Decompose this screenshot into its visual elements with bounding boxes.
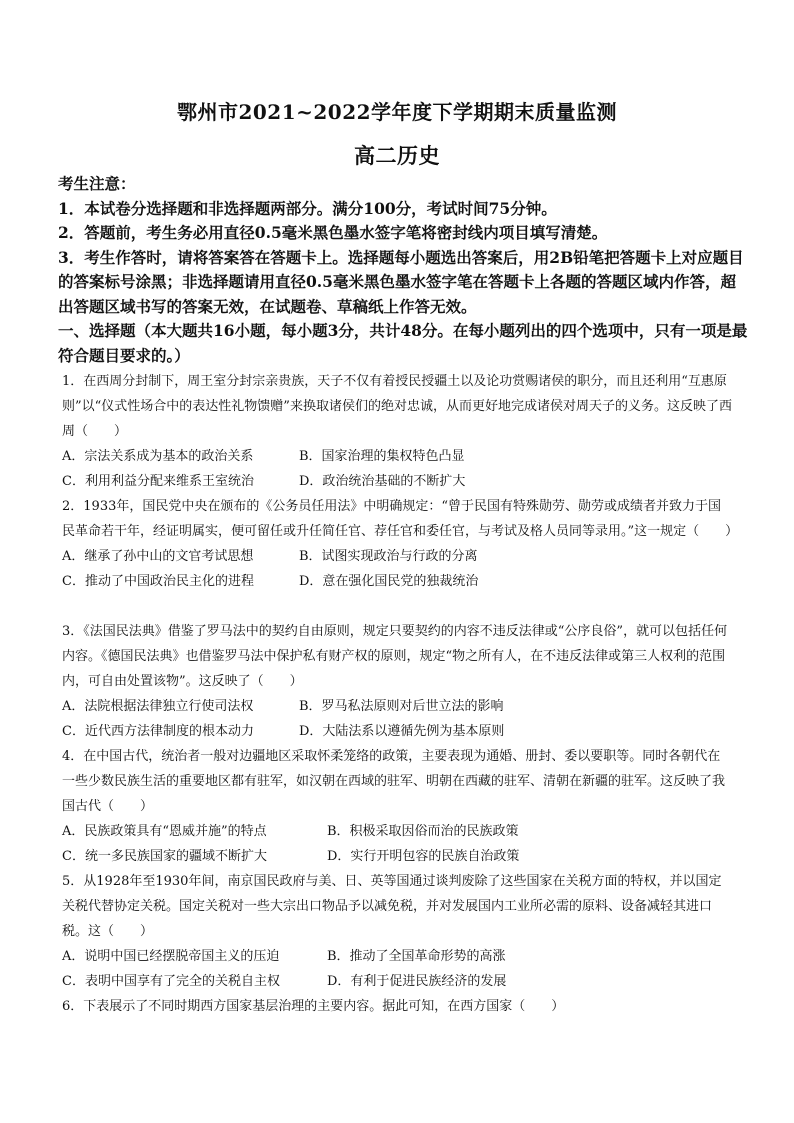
notice-block bbox=[58, 172, 748, 368]
option-c: C．统一多民族国家的疆域不断扩大 bbox=[62, 849, 267, 864]
option-c: C．利用利益分配来维系王室统治 bbox=[62, 474, 254, 489]
question-3 bbox=[62, 619, 732, 744]
option-list bbox=[62, 694, 732, 744]
option-d: D．意在强化国民党的独裁统治 bbox=[299, 574, 479, 589]
question-2 bbox=[62, 494, 739, 594]
question-5 bbox=[62, 869, 732, 994]
option-b: B．罗马私法原则对后世立法的影响 bbox=[299, 699, 504, 714]
exam-title: 鄂州市2021~2022学年度下学期期末质量监测 bbox=[176, 100, 618, 124]
notice-item-2: 2．答题前，考生务必用直径0.5毫米黑色墨水签字笔将密封线内项目填写清楚。 bbox=[58, 223, 608, 242]
option-d: D．实行开明包容的民族自治政策 bbox=[327, 849, 520, 864]
option-d: D．政治统治基础的不断扩大 bbox=[299, 474, 466, 489]
subject-title: 高二历史 bbox=[354, 143, 440, 168]
question-stem: 6．下表展示了不同时期西方国家基层治理的主要内容。据此可知，在西方国家（ ） bbox=[62, 999, 565, 1014]
option-c: C．近代西方法律制度的根本动力 bbox=[62, 724, 254, 739]
option-d: D．大陆法系以遵循先例为基本原则 bbox=[299, 724, 505, 739]
option-c: C．推动了中国政治民主化的进程 bbox=[62, 574, 254, 589]
notice-heading: 考生注意： bbox=[58, 174, 136, 193]
option-list bbox=[62, 544, 732, 594]
option-a: A．继承了孙中山的文官考试思想 bbox=[62, 549, 254, 564]
question-6 bbox=[62, 994, 732, 1019]
option-a: A．法院根据法律独立行使司法权 bbox=[62, 699, 254, 714]
question-stem: 1．在西周分封制下，周王室分封宗亲贵族，天子不仅有着授民授疆土以及论功赏赐诸侯的职分，而且还利用“互惠原则”以“仪式性场合中的表达性礼物馈赠”来换取诸侯们的绝对忠诚，从而更好地完成诸侯对周天子的义务。这反映了西周（ ） bbox=[62, 374, 732, 439]
option-d: D．有利于促进民族经济的发展 bbox=[327, 974, 507, 989]
question-stem: 4．在中国古代，统治者一般对边疆地区采取怀柔笼络的政策，主要表现为通婚、册封、委以要职等。同时各朝代在一些少数民族生活的重要地区都有驻军，如汉朝在西域的驻军、明朝在西藏的驻军、清朝在新疆的驻军。这反映了我国古代（ ） bbox=[62, 749, 726, 814]
section-heading: 一、选择题（本大题共16小题，每小题3分，共计48分。在每小题列出的四个选项中，只有一项是最符合题目要求的。） bbox=[58, 321, 748, 365]
option-a: A．说明中国已经摆脱帝国主义的压迫 bbox=[62, 949, 280, 964]
question-stem: 3．《法国民法典》借鉴了罗马法中的契约自由原则，规定只要契约的内容不违反法律或“公序良俗”，就可以包括任何内容。《德国民法典》也借鉴罗马法中保护私有财产权的原则，规定“物之所有人，在不违反法律或第三人权利的范围内，可自由处置该物”。这反映了（ ） bbox=[62, 624, 728, 689]
option-list bbox=[62, 944, 732, 994]
notice-item-1: 1．本试卷分选择题和非选择题两部分。满分100分，考试时间75分钟。 bbox=[58, 198, 557, 218]
option-b: B．试图实现政治与行政的分离 bbox=[299, 549, 478, 564]
question-stem: 5．从1928年至1930年间，南京国民政府与美、日、英等国通过谈判废除了这些国家在关税方面的特权，并以国定关税代替协定关税。国定关税对一些大宗出口物品予以减免税，并对发展国内工业所必需的原料、设备减轻其进口税。这（ ） bbox=[62, 874, 722, 939]
option-a: A．宗法关系成为基本的政治关系 bbox=[62, 449, 254, 464]
question-1 bbox=[62, 369, 732, 494]
question-4 bbox=[62, 744, 732, 869]
option-list bbox=[62, 444, 732, 494]
question-stem: 2．1933年，国民党中央在颁布的《公务员任用法》中明确规定：“曾于民国有特殊勋劳、勋劳或成绩者并致力于国民革命若干年，经证明属实，便可留任或升任简任官、荐任官和委任官，与考试及格人员同等录用。”这一规定（ ） bbox=[62, 499, 739, 539]
option-b: B．积极采取因俗而治的民族政策 bbox=[327, 824, 519, 839]
option-a: A．民族政策具有“恩威并施”的特点 bbox=[62, 824, 267, 839]
notice-item-3: 3．考生作答时，请将答案答在答题卡上。选择题每小题选出答案后，用2B铅笔把答题卡上对应题目的答案标号涂黑；非选择题请用直径0.5毫米黑色墨水签字笔在答题卡上各题的答题区域内作答，超出答题区域书写的答案无效，在试题卷、草稿纸上作答无效。 bbox=[58, 247, 744, 316]
option-c: C．表明中国享有了完全的关税自主权 bbox=[62, 974, 280, 989]
option-list bbox=[62, 819, 732, 869]
option-b: B．推动了全国革命形势的高涨 bbox=[327, 949, 506, 964]
option-b: B．国家治理的集权特色凸显 bbox=[299, 449, 465, 464]
